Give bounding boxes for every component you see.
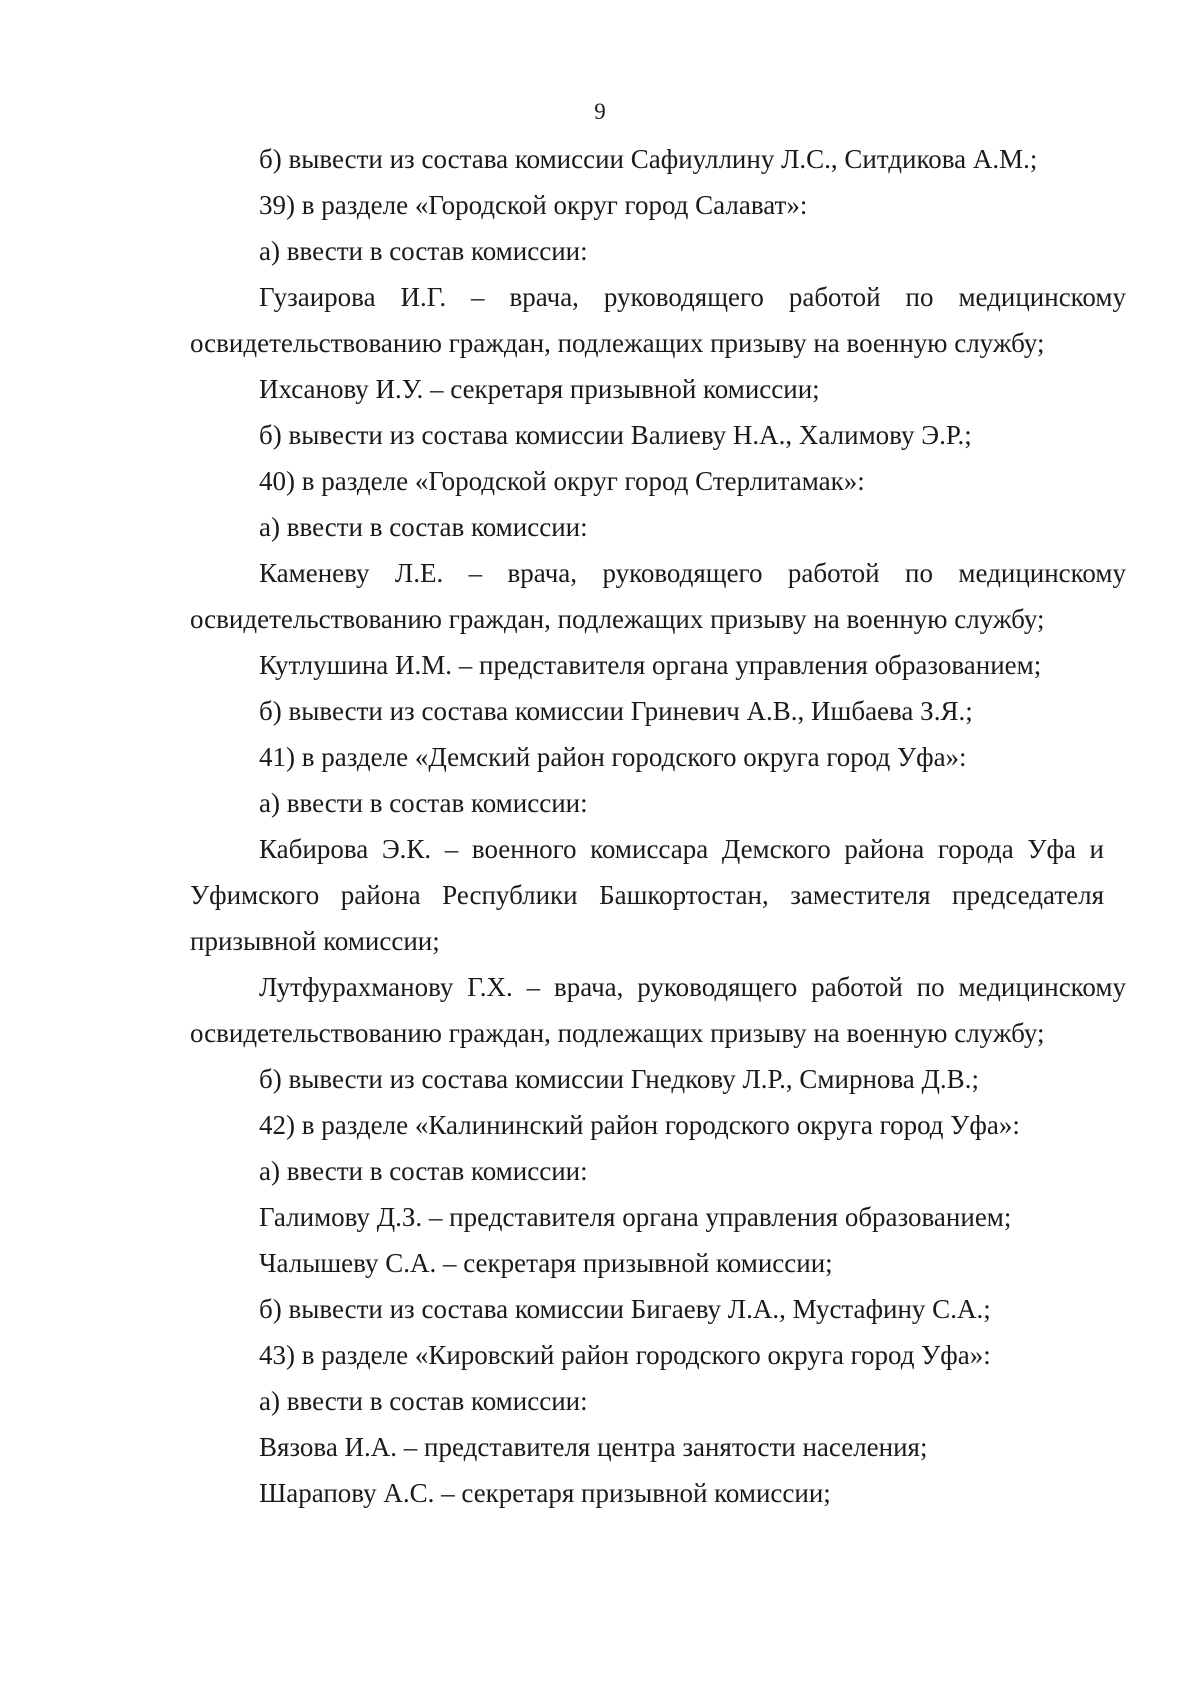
paragraph: а) ввести в состав комиссии:: [259, 236, 588, 266]
section-heading: 42) в разделе «Калининский район городского округа город Уфа»:: [259, 1110, 1020, 1140]
paragraph: Лутфурахманову Г.Х. – врача, руководящего работой по медицинскому освидетельствованию граждан, подлежащих призыву на военную службу;: [190, 972, 1126, 1048]
paragraph: Кабирова Э.К. – военного комиссара Демского района города Уфа и Уфимского района Республики Башкортостан, заместителя председателя призывной комиссии;: [190, 834, 1104, 956]
paragraph: а) ввести в состав комиссии:: [259, 1386, 588, 1416]
paragraph: б) вывести из состава комиссии Гриневич А.В., Ишбаева З.Я.;: [259, 696, 973, 726]
page-number: 9: [594, 99, 606, 124]
paragraph: Чалышеву С.А. – секретаря призывной комиссии;: [259, 1248, 833, 1278]
section-heading: 39) в разделе «Городской округ город Салават»:: [259, 190, 808, 220]
paragraph: Вязова И.А. – представителя центра занятости населения;: [259, 1432, 928, 1462]
paragraph: Ихсанову И.У. – секретаря призывной комиссии;: [259, 374, 820, 404]
paragraph: б) вывести из состава комиссии Бигаеву Л.А., Мустафину С.А.;: [259, 1294, 991, 1324]
paragraph: а) ввести в состав комиссии:: [259, 788, 588, 818]
section-heading: 40) в разделе «Городской округ город Стерлитамак»:: [259, 466, 865, 496]
section-heading: 43) в разделе «Кировский район городского округа город Уфа»:: [259, 1340, 991, 1370]
paragraph: б) вывести из состава комиссии Валиеву Н.А., Халимову Э.Р.;: [259, 420, 972, 450]
paragraph: а) ввести в состав комиссии:: [259, 1156, 588, 1186]
paragraph: Гузаирова И.Г. – врача, руководящего работой по медицинскому освидетельствованию граждан, подлежащих призыву на военную службу;: [190, 282, 1126, 358]
document-body: [190, 146, 1126, 1526]
paragraph: Галимову Д.З. – представителя органа управления образованием;: [259, 1202, 1012, 1232]
paragraph: Кутлушина И.М. – представителя органа управления образованием;: [259, 650, 1042, 680]
section-heading: 41) в разделе «Демский район городского округа город Уфа»:: [259, 742, 967, 772]
paragraph: а) ввести в состав комиссии:: [259, 512, 588, 542]
paragraph: б) вывести из состава комиссии Сафиуллину Л.С., Ситдикова А.М.;: [259, 144, 1038, 174]
paragraph: Каменеву Л.Е. – врача, руководящего работой по медицинскому освидетельствованию граждан, подлежащих призыву на военную службу;: [190, 558, 1126, 634]
paragraph: б) вывести из состава комиссии Гнедкову Л.Р., Смирнова Д.В.;: [259, 1064, 979, 1094]
paragraph: Шарапову А.С. – секретаря призывной комиссии;: [259, 1478, 831, 1508]
